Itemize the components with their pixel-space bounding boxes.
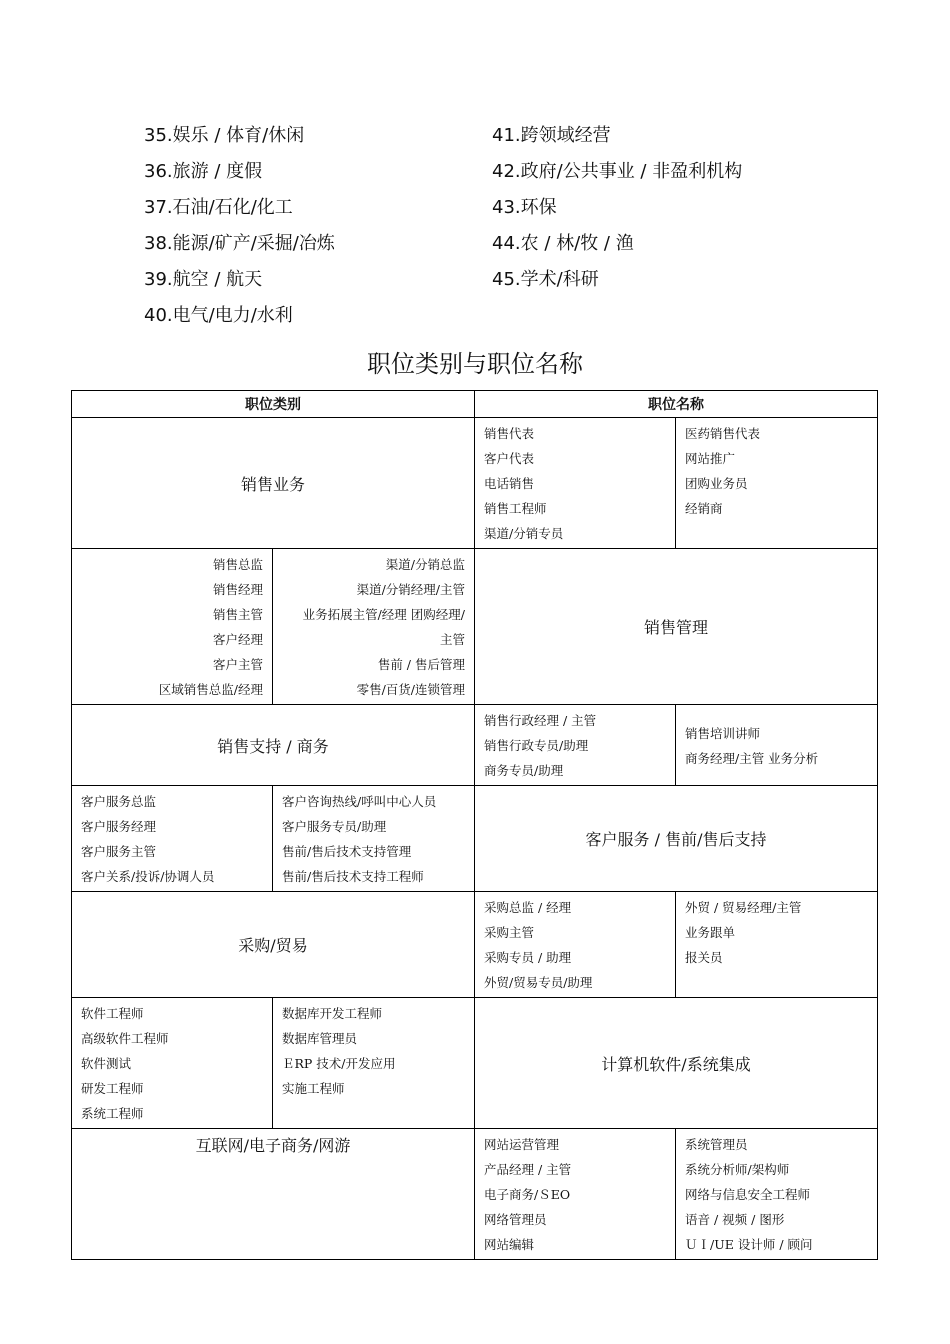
position-item: 销售经理 — [212, 582, 263, 597]
position-list — [676, 892, 878, 998]
category-cell: 销售业务 — [72, 418, 475, 549]
industry-row — [144, 298, 824, 334]
industry-item: 37.石油/石化/化工 — [144, 197, 293, 218]
position-item: 渠道/分销总监 — [385, 557, 465, 572]
position-item: 客户主管 — [212, 657, 263, 672]
position-item: 研发工程师 — [81, 1081, 144, 1096]
job-table — [71, 390, 878, 1260]
header-category: 职位类别 — [72, 391, 475, 418]
position-item: 客户关系/投诉/协调人员 — [81, 869, 215, 884]
position-item: 经销商 — [685, 501, 723, 516]
position-item: 团购业务员 — [685, 476, 748, 491]
position-item: 网站编辑 — [484, 1237, 535, 1252]
position-list — [72, 998, 273, 1129]
position-list — [475, 418, 676, 549]
industry-item: 38.能源/矿产/采掘/冶炼 — [144, 233, 335, 254]
industry-row — [144, 190, 824, 226]
position-item: ＵＩ/UE 设计师 / 顾问 — [685, 1237, 813, 1252]
category-cell: 采购/贸易 — [72, 892, 475, 998]
position-item: 商务经理/主管 业务分析 — [685, 750, 819, 766]
position-item: 销售主管 — [212, 607, 263, 622]
position-item: 医药销售代表 — [685, 426, 761, 441]
position-list — [475, 1129, 676, 1260]
position-list — [273, 998, 475, 1129]
position-item: 网络与信息安全工程师 — [685, 1187, 811, 1202]
position-item: 客户经理 — [212, 632, 263, 647]
industry-item: 43.环保 — [492, 197, 557, 218]
industry-item: 41.跨领域经营 — [492, 125, 611, 146]
position-item: 售前/售后技术支持工程师 — [282, 869, 424, 884]
table-header-row — [72, 391, 878, 418]
position-item: 零售/百货/连锁管理 — [356, 682, 465, 697]
position-item: 数据库管理员 — [282, 1031, 358, 1046]
table-row — [72, 1129, 878, 1260]
position-item: 客户服务总监 — [81, 794, 157, 809]
position-item: 采购专员 / 助理 — [484, 950, 572, 965]
position-item: 渠道/分销专员 — [484, 526, 564, 541]
industry-item: 42.政府/公共事业 / 非盈利机构 — [492, 161, 743, 182]
position-item: 网站推广 — [685, 451, 736, 466]
position-item: 网站运营管理 — [484, 1137, 560, 1152]
page-title: 职位类别与职位名称 — [367, 350, 583, 378]
position-item: 系统工程师 — [81, 1106, 144, 1121]
position-list — [273, 786, 475, 892]
position-item: 系统分析师/架构师 — [685, 1162, 790, 1177]
position-item: 实施工程师 — [282, 1081, 345, 1096]
position-item: 销售培训讲师 — [685, 725, 761, 741]
position-list — [72, 549, 273, 705]
position-item: 销售行政经理 / 主管 — [484, 713, 597, 728]
position-item: 区域销售总监/经理 — [158, 682, 263, 697]
industry-list — [144, 118, 824, 334]
category-cell: 销售支持 / 商务 — [72, 705, 475, 786]
category-cell: 销售管理 — [475, 549, 878, 705]
position-item: 软件工程师 — [81, 1006, 144, 1021]
position-item: 语音 / 视频 / 图形 — [685, 1212, 785, 1227]
position-item: 售前 / 售后管理 — [377, 657, 465, 672]
position-item: 报关员 — [685, 950, 723, 965]
position-item: 采购总监 / 经理 — [484, 900, 572, 915]
position-list — [475, 705, 676, 786]
category-cell: 互联网/电子商务/网游 — [72, 1129, 475, 1260]
position-item: 销售行政专员/助理 — [484, 738, 589, 753]
position-item: 外贸 / 贸易经理/主管 — [685, 900, 802, 915]
position-item: 业务跟单 — [685, 925, 736, 940]
position-item: 客户代表 — [484, 451, 535, 466]
position-list — [475, 892, 676, 998]
position-list — [72, 786, 273, 892]
position-item: 销售工程师 — [484, 501, 547, 516]
position-list — [676, 705, 878, 786]
position-item: 商务专员/助理 — [484, 763, 564, 778]
position-list — [273, 549, 475, 705]
position-item: 采购主管 — [484, 925, 535, 940]
position-item: 数据库开发工程师 — [282, 1006, 383, 1021]
position-item: 销售代表 — [484, 426, 535, 441]
position-item: 渠道/分销经理/主管 — [356, 582, 465, 597]
position-item: 电子商务/ＳEO — [484, 1187, 571, 1202]
position-item: 销售总监 — [212, 557, 263, 572]
position-item: 网络管理员 — [484, 1212, 547, 1227]
industry-row — [144, 226, 824, 262]
table-row — [72, 892, 878, 998]
industry-item: 35.娱乐 / 体育/休闲 — [144, 125, 305, 146]
position-item: 主管 — [439, 632, 465, 647]
position-item: 软件测试 — [81, 1056, 132, 1071]
industry-row — [144, 154, 824, 190]
position-item: 外贸/贸易专员/助理 — [484, 975, 593, 990]
position-item: 产品经理 / 主管 — [484, 1162, 572, 1177]
table-row — [72, 705, 878, 786]
table-row — [72, 786, 878, 892]
industry-row — [144, 262, 824, 298]
position-item: 客户咨询热线/呼叫中心人员 — [282, 794, 437, 809]
position-item: ＥRP 技术/开发应用 — [282, 1056, 396, 1071]
industry-item: 45.学术/科研 — [492, 269, 599, 290]
position-list — [676, 418, 878, 549]
table-row — [72, 549, 878, 705]
header-position: 职位名称 — [475, 391, 878, 418]
industry-item: 40.电气/电力/水利 — [144, 305, 293, 326]
category-cell: 计算机软件/系统集成 — [475, 998, 878, 1129]
category-cell: 客户服务 / 售前/售后支持 — [475, 786, 878, 892]
industry-row — [144, 118, 824, 154]
position-item: 高级软件工程师 — [81, 1031, 169, 1046]
position-item: 客户服务专员/助理 — [282, 819, 387, 834]
table-row — [72, 418, 878, 549]
position-item: 业务拓展主管/经理 团购经理/ — [302, 607, 465, 622]
position-item: 售前/售后技术支持管理 — [282, 844, 412, 859]
position-item: 客户服务主管 — [81, 844, 157, 859]
industry-item: 44.农 / 林/牧 / 渔 — [492, 233, 634, 254]
position-item: 电话销售 — [484, 476, 535, 491]
position-list — [676, 1129, 878, 1260]
industry-item: 39.航空 / 航天 — [144, 269, 263, 290]
position-item: 客户服务经理 — [81, 819, 157, 834]
table-row — [72, 998, 878, 1129]
position-item: 系统管理员 — [685, 1137, 748, 1152]
industry-item: 36.旅游 / 度假 — [144, 161, 263, 182]
